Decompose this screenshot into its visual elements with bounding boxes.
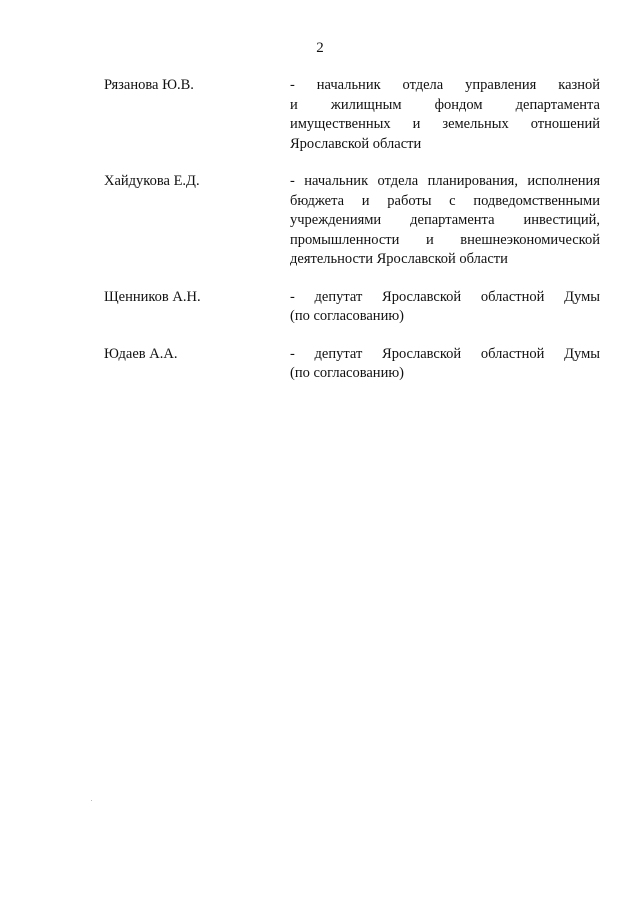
position-line: имущественных и земельных отношений — [290, 116, 600, 132]
member-row — [104, 288, 600, 327]
page-number: 2 — [316, 40, 324, 56]
member-name: Юдаев А.А. — [104, 345, 178, 362]
position-line: - депутат Ярославской областной Думы — [290, 345, 600, 362]
member-position — [290, 288, 600, 327]
position-line: бюджета и работы с подведомственными — [290, 192, 600, 209]
member-name: Хайдукова Е.Д. — [104, 173, 200, 189]
position-line: промышленности и внешнеэкономической — [290, 231, 600, 248]
position-line: учреждениями департамента инвестиций, — [290, 212, 600, 228]
members-list — [104, 76, 600, 402]
member-row — [104, 76, 600, 154]
position-line: и жилищным фондом департамента — [290, 96, 600, 113]
member-position — [290, 345, 600, 384]
position-line: - начальник отдела планирования, исполнения — [290, 173, 600, 189]
member-position — [290, 76, 600, 154]
position-line: (по согласованию) — [290, 365, 404, 381]
position-line: (по согласованию) — [290, 308, 404, 324]
position-line: Ярославской области — [290, 135, 422, 152]
position-line: деятельности Ярославской области — [290, 251, 508, 267]
member-position — [290, 172, 600, 270]
position-line: - депутат Ярославской областной Думы — [290, 288, 600, 305]
member-row — [104, 345, 600, 384]
member-row — [104, 172, 600, 270]
member-name: Щенников А.Н. — [104, 288, 201, 305]
position-line: - начальник отдела управления казной — [290, 77, 600, 93]
member-name: Рязанова Ю.В. — [104, 77, 194, 93]
scan-artifact — [91, 800, 92, 801]
